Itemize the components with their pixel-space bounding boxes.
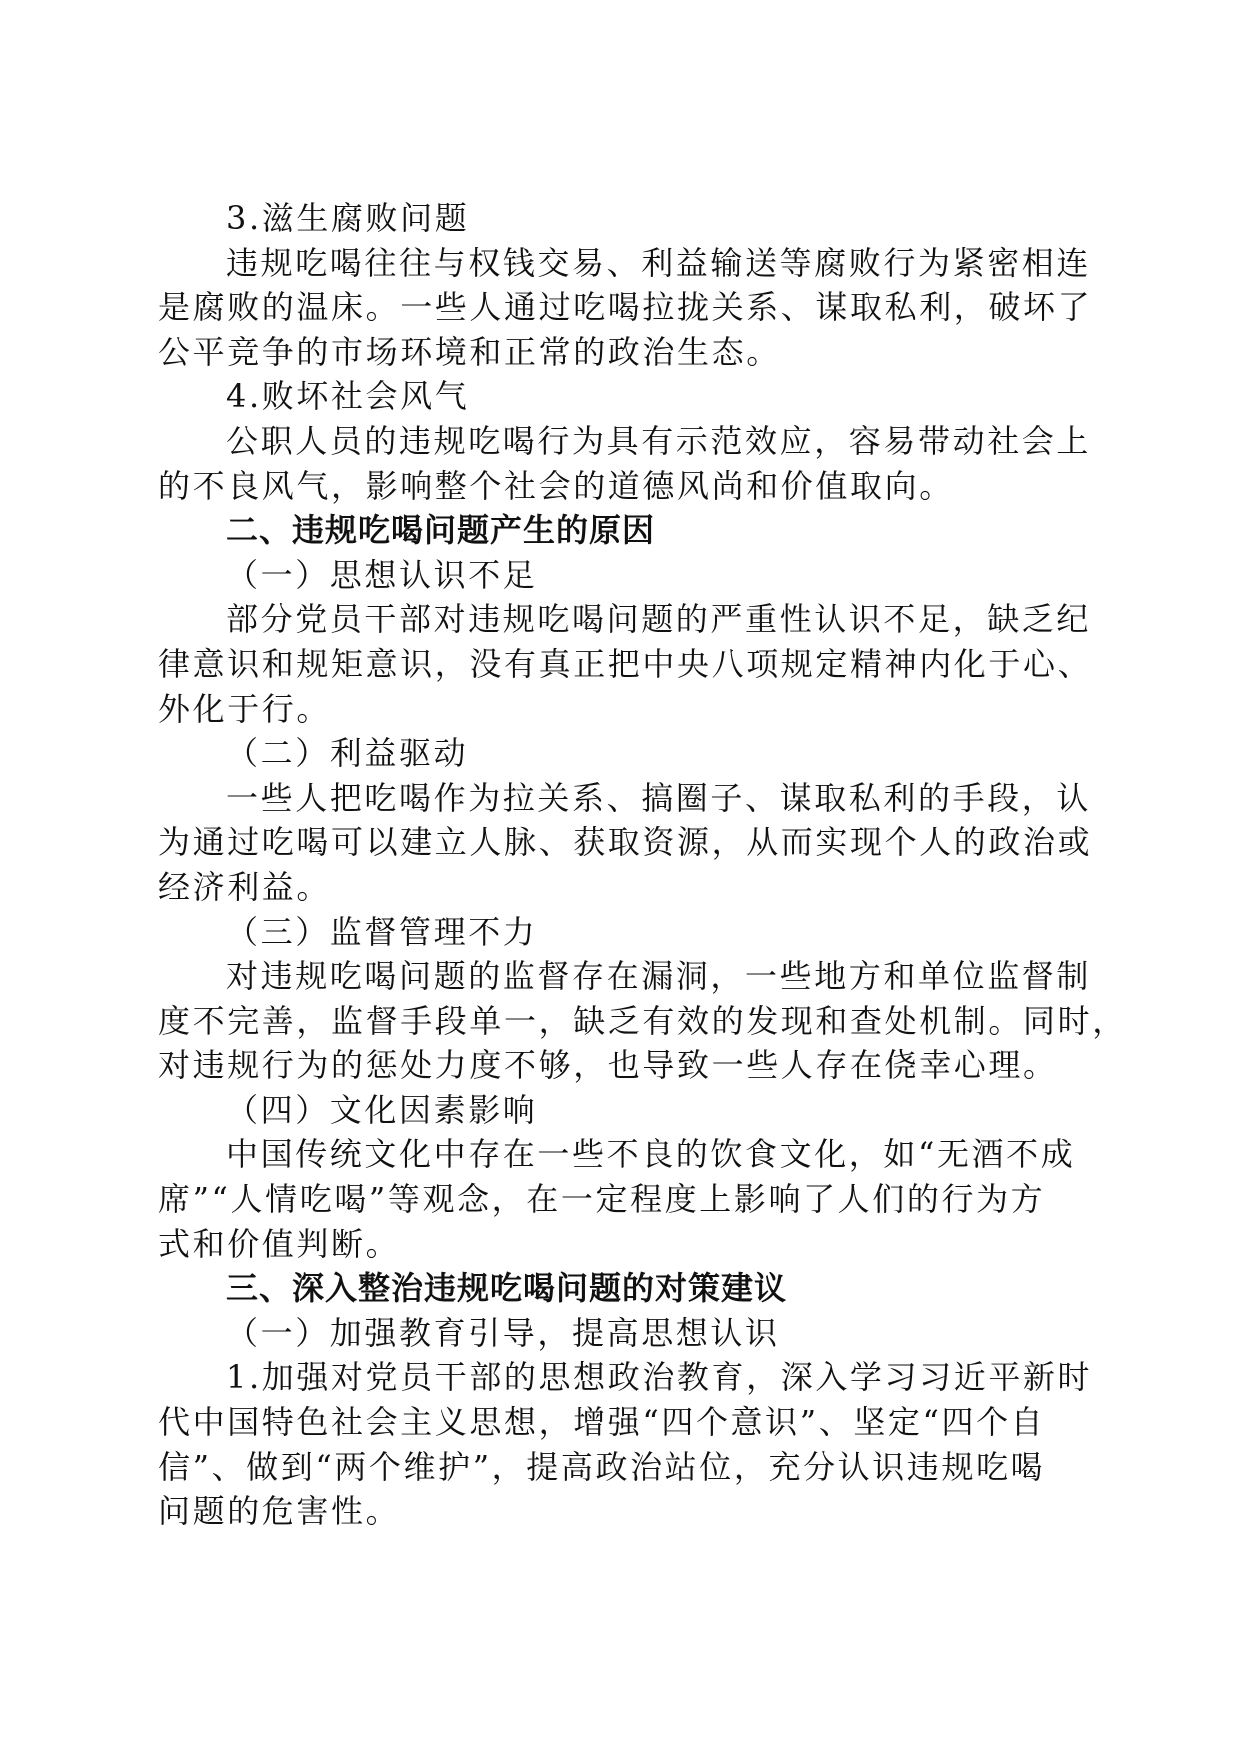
text-line: 度不完善，监督手段单一，缺乏有效的发现和查处机制。同时，: [158, 1001, 1127, 1040]
text-line: 公职人员的违规吃喝行为具有示范效应，容易带动社会上: [226, 421, 1092, 460]
paragraph: [158, 954, 1127, 1088]
paragraph: [158, 1132, 1078, 1266]
text-line: 外化于行。: [158, 689, 332, 728]
paragraph: [158, 1355, 1093, 1533]
subsection-heading: [158, 1311, 1078, 1356]
subsection-heading: [158, 196, 1078, 241]
text-line: 对违规吃喝问题的监督存在漏洞，一些地方和单位监督制: [226, 957, 1092, 996]
text-line: 4.败坏社会风气: [226, 377, 470, 416]
text-line: 公平竞争的市场环境和正常的政治生态。: [158, 332, 781, 371]
subsection-heading: [158, 731, 1078, 776]
document-body: [158, 196, 1127, 1534]
text-line: 中国传统文化中存在一些不良的饮食文化，如“无酒不成: [226, 1135, 1076, 1174]
paragraph: [158, 597, 1093, 731]
paragraph: [158, 776, 1093, 910]
text-line: 问题的危害性。: [158, 1492, 401, 1531]
text-line: 二、违规吃喝问题产生的原因: [226, 511, 656, 550]
text-line: 3.滋生腐败问题: [226, 199, 470, 237]
section-heading: [158, 1266, 1078, 1311]
text-line: 违规吃喝往往与权钱交易、利益输送等腐败行为紧密相连: [226, 243, 1092, 282]
paragraph: [158, 419, 1092, 508]
text-line: 一些人把吃喝作为拉关系、搞圈子、谋取私利的手段，认: [226, 778, 1092, 817]
subsection-heading: [158, 553, 1078, 598]
text-line: （四）文化因素影响: [226, 1090, 538, 1129]
subsection-heading: [158, 374, 1078, 419]
text-line: 经济利益。: [158, 867, 332, 906]
text-line: 信”、做到“两个维护”，提高政治站位，充分认识违规吃喝: [158, 1447, 1046, 1486]
text-line: 部分党员干部对违规吃喝问题的严重性认识不足，缺乏纪: [226, 600, 1092, 639]
text-line: 1.加强对党员干部的思想政治教育，深入学习习近平新时: [226, 1358, 1093, 1397]
text-line: 对违规行为的惩处力度不够，也导致一些人存在侥幸心理。: [158, 1046, 1058, 1085]
text-line: （一）加强教育引导，提高思想认识: [226, 1313, 780, 1352]
text-line: （二）利益驱动: [226, 734, 469, 773]
subsection-heading: [158, 910, 1078, 955]
section-heading: [158, 508, 1078, 553]
text-line: （三）监督管理不力: [226, 912, 538, 951]
text-line: 席”“人情吃喝”等观念，在一定程度上影响了人们的行为方: [158, 1180, 1046, 1219]
text-line: 的不良风气，影响整个社会的道德风尚和价值取向。: [158, 466, 954, 505]
text-line: 三、深入整治违规吃喝问题的对策建议: [226, 1269, 788, 1308]
text-line: 代中国特色社会主义思想，增强“四个意识”、坚定“四个自: [158, 1403, 1046, 1442]
text-line: 式和价值判断。: [158, 1224, 401, 1263]
text-line: 律意识和规矩意识，没有真正把中央八项规定精神内化于心、: [158, 644, 1093, 683]
text-line: 是腐败的温床。一些人通过吃喝拉拢关系、谋取私利，破坏了: [158, 288, 1093, 327]
text-line: 为通过吃喝可以建立人脉、获取资源，从而实现个人的政治或: [158, 823, 1093, 862]
text-line: （一）思想认识不足: [226, 555, 538, 594]
subsection-heading: [158, 1088, 1078, 1133]
paragraph: [158, 241, 1093, 375]
